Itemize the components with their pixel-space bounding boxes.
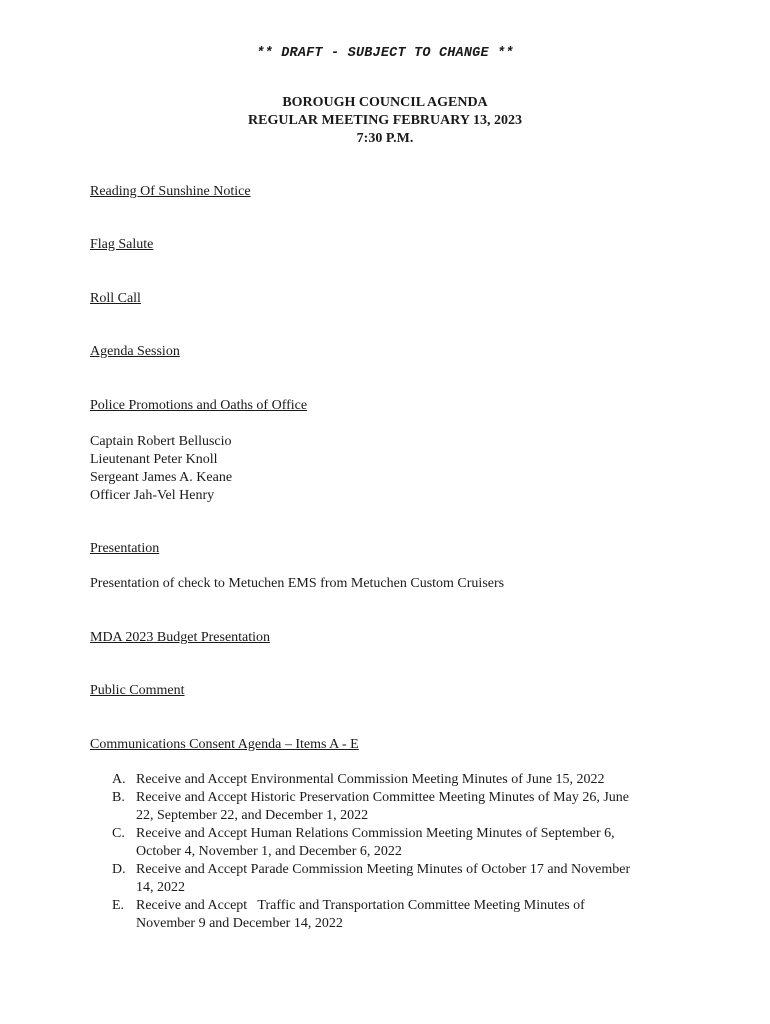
item-text: Receive and Accept Traffic and Transportation Committee Meeting Minutes of: [136, 898, 585, 913]
section-roll-call: Roll Call: [90, 291, 141, 306]
item-text: October 4, November 1, and December 6, 2022: [136, 844, 402, 859]
item-text: Receive and Accept Environmental Commission Meeting Minutes of June 15, 2022: [136, 772, 605, 787]
list-item: [90, 897, 690, 933]
item-text: 14, 2022: [136, 880, 185, 895]
list-item: [90, 789, 690, 825]
list-item: [90, 825, 690, 861]
section-sunshine-notice: Reading Of Sunshine Notice: [90, 184, 251, 199]
meeting-time: 7:30 P.M.: [356, 131, 414, 146]
item-text: November 9 and December 14, 2022: [136, 916, 343, 931]
item-letter: D.: [112, 862, 126, 877]
list-item: [90, 771, 690, 789]
section-communications-consent: Communications Consent Agenda – Items A - E: [90, 737, 359, 752]
officer-item: Lieutenant Peter Knoll: [90, 452, 218, 467]
agenda-title: BOROUGH COUNCIL AGENDA: [282, 95, 488, 110]
item-text: Receive and Accept Historic Preservation Committee Meeting Minutes of May 26, June: [136, 790, 629, 805]
officer-item: Captain Robert Belluscio: [90, 434, 232, 449]
consent-agenda-list: [90, 771, 690, 933]
officer-item: Sergeant James A. Keane: [90, 470, 233, 485]
draft-banner: ** DRAFT - SUBJECT TO CHANGE **: [256, 46, 514, 61]
item-letter: B.: [112, 790, 125, 805]
meeting-date: REGULAR MEETING FEBRUARY 13, 2023: [248, 113, 522, 128]
item-text: Receive and Accept Human Relations Commission Meeting Minutes of September 6,: [136, 826, 615, 841]
section-agenda-session: Agenda Session: [90, 344, 180, 359]
item-text: Receive and Accept Parade Commission Meeting Minutes of October 17 and November: [136, 862, 631, 877]
section-police-promotions: Police Promotions and Oaths of Office: [90, 398, 308, 413]
item-letter: E.: [112, 898, 125, 913]
item-text: 22, September 22, and December 1, 2022: [136, 808, 369, 823]
item-letter: C.: [112, 826, 125, 841]
officer-item: Officer Jah-Vel Henry: [90, 488, 215, 503]
section-mda-budget: MDA 2023 Budget Presentation: [90, 630, 271, 645]
item-letter: A.: [112, 772, 126, 787]
officer-list: [90, 433, 232, 505]
section-public-comment: Public Comment: [90, 683, 185, 698]
list-item: [90, 861, 690, 897]
presentation-text: Presentation of check to Metuchen EMS from Metuchen Custom Cruisers: [90, 576, 505, 591]
section-presentation: Presentation: [90, 541, 160, 556]
section-flag-salute: Flag Salute: [90, 237, 154, 252]
